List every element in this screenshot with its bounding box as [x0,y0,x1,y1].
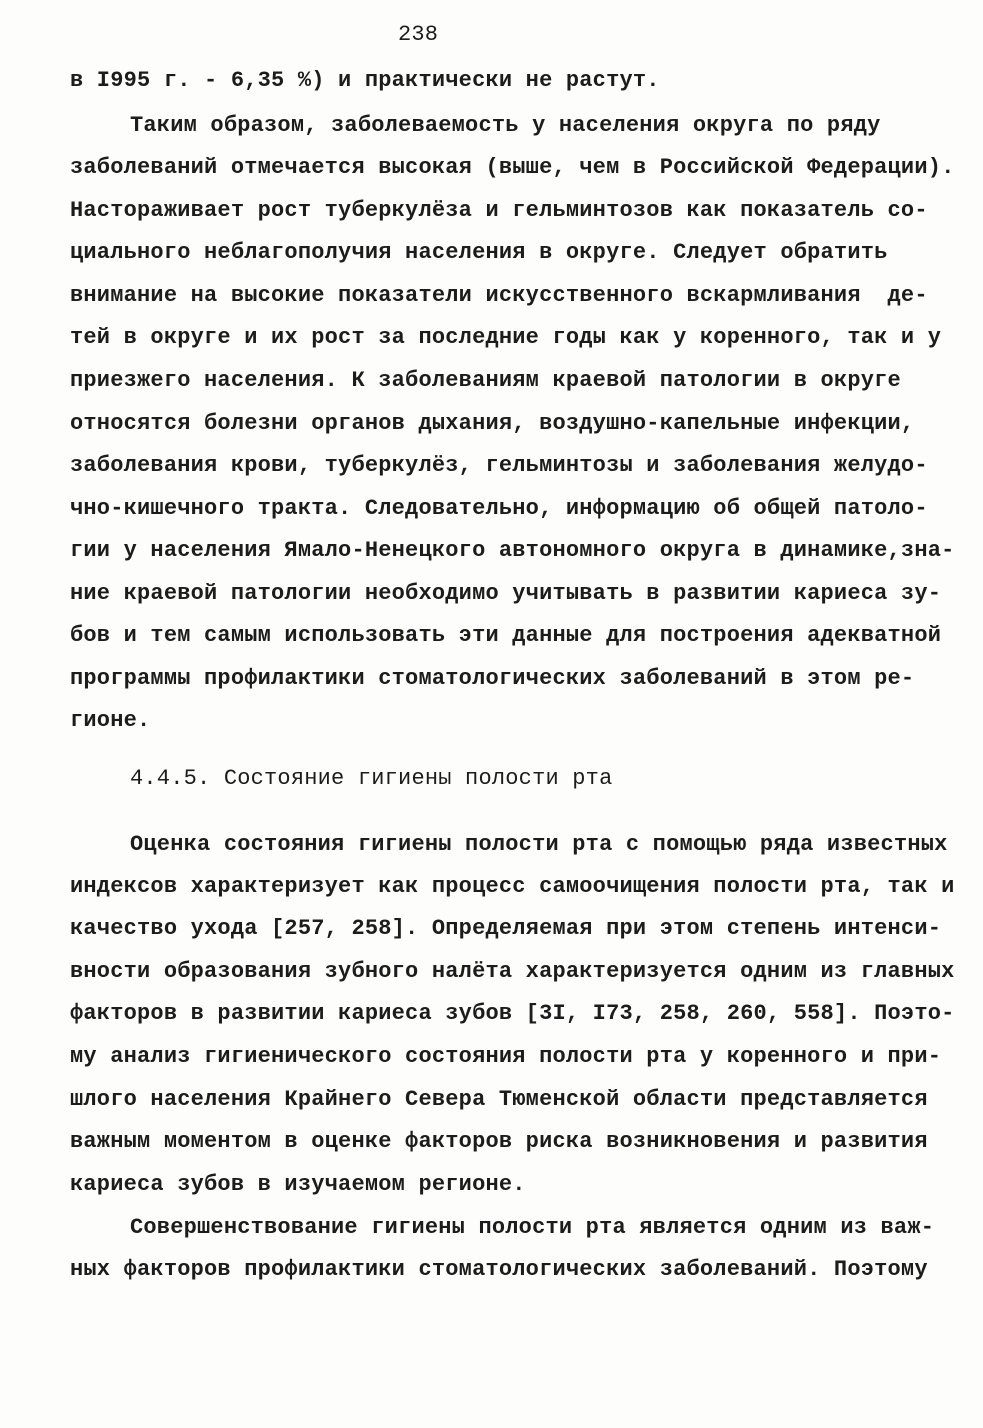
text-line: шлого населения Крайнего Севера Тюменской области представляется [70,1087,928,1112]
text-line: Оценка состояния гигиены полости рта с помощью ряда известных [130,832,948,857]
text-line: вности образования зубного налёта характеризуется одним из главных [70,959,955,984]
text-line: циального неблагополучия населения в округе. Следует обратить [70,240,888,265]
text-line: бов и тем самым использовать эти данные для построения адекватной [70,623,942,648]
text-line: Совершенствование гигиены полости рта является одним из важ- [130,1215,935,1240]
section-heading: 4.4.5. Состояние гигиены полости рта [130,766,613,791]
text-line: ние краевой патологии необходимо учитывать в развитии кариеса зу- [70,581,942,606]
text-line: тей в округе и их рост за последние годы как у коренного, так и у [70,325,942,350]
text-line: ных факторов профилактики стоматологических заболеваний. Поэтому [70,1257,928,1282]
text-line: Таким образом, заболеваемость у населения округа по ряду [130,113,881,138]
text-line: заболевания крови, туберкулёз, гельминтозы и заболевания желудо- [70,453,928,478]
text-line: приезжего населения. К заболеваниям краевой патологии в округе [70,368,901,393]
text-line: факторов в развитии кариеса зубов [3I, I73, 258, 260, 558]. Поэто- [70,1001,955,1026]
text-line: относятся болезни органов дыхания, воздушно-капельные инфекции, [70,411,915,436]
page-number: 238 [398,22,439,47]
text-line: важным моментом в оценке факторов риска возникновения и развития [70,1129,928,1154]
text-line: заболеваний отмечается высокая (выше, чем в Российской Федерации). [70,155,955,180]
text-line: качество ухода [257, 258]. Определяемая при этом степень интенси- [70,916,942,941]
text-line: внимание на высокие показатели искусственного вскармливания де- [70,283,928,308]
text-line: гионе. [70,708,151,733]
text-line: в I995 г. - 6,35 %) и практически не растут. [70,68,660,93]
text-line: программы профилактики стоматологических заболеваний в этом ре- [70,666,915,691]
text-line: Настораживает рост туберкулёза и гельминтозов как показатель со- [70,198,928,223]
text-line: чно-кишечного тракта. Следовательно, информацию об общей патоло- [70,496,928,521]
text-line: му анализ гигиенического состояния полости рта у коренного и при- [70,1044,942,1069]
text-line: кариеса зубов в изучаемом регионе. [70,1172,526,1197]
text-line: гии у населения Ямало-Ненецкого автономного округа в динамике,зна- [70,538,955,563]
text-line: индексов характеризует как процесс самоочищения полости рта, так и [70,874,955,899]
